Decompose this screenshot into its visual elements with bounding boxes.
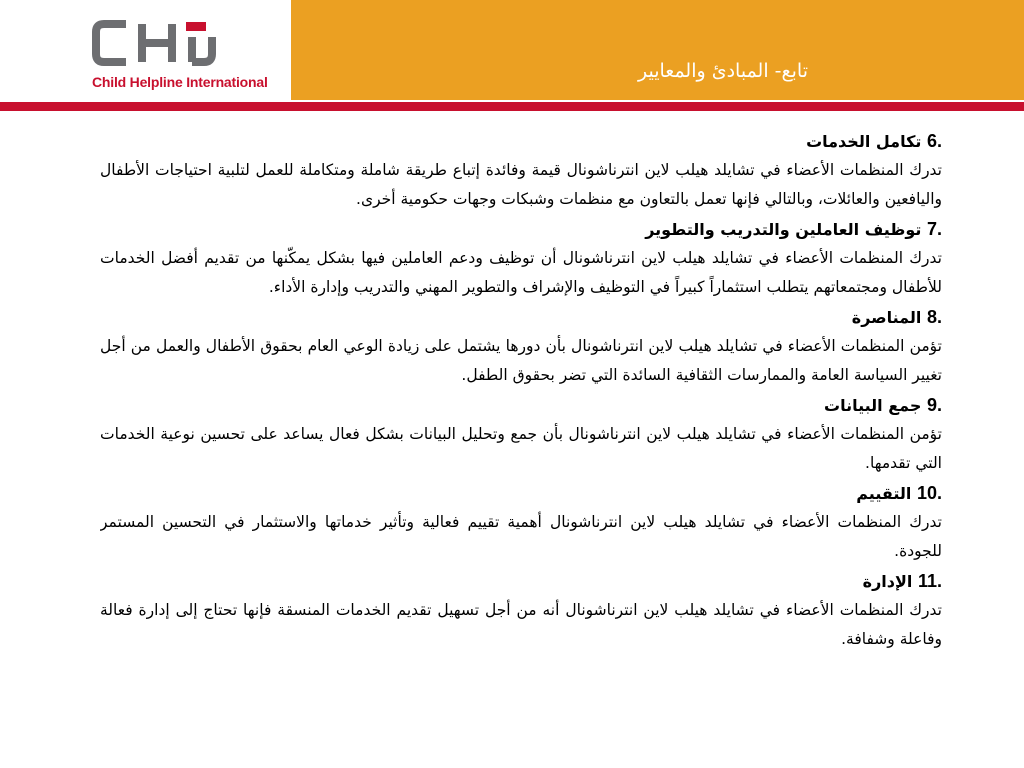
chi-logo-mark [92, 20, 222, 66]
header-orange-band [291, 0, 1024, 100]
principle-section [100, 302, 942, 390]
principle-body: تدرك المنظمات الأعضاء في تشايلد هيلب لاين انترناشونال قيمة وفائدة إتباع طريقة شاملة ومتكاملة للعمل لتلبية احتياجات الأطفال واليافعين والعائلات، وبالتالي فإنها تعمل بالتعاون مع منظمات وشبكات وجهات حكومية أخرى. [100, 161, 942, 208]
principle-heading [100, 214, 942, 244]
principle-heading [100, 390, 942, 420]
principle-number: 8. [926, 307, 942, 327]
principle-body: تؤمن المنظمات الأعضاء في تشايلد هيلب لاين انترناشونال بأن جمع وتحليل البيانات بشكل فعال يساعد على تحسين نوعية الخدمات التي تقدمها. [100, 425, 942, 472]
principle-title: توظيف العاملين والتدريب والتطوير [645, 220, 922, 239]
principle-heading [100, 566, 942, 596]
principle-body: تدرك المنظمات الأعضاء في تشايلد هيلب لاين انترناشونال أنه من أجل تسهيل تقديم الخدمات المنسقة فإنها تحتاج إلى إدارة فعالة وفاعلة وشفافة. [100, 601, 942, 648]
principle-number: 6. [926, 131, 942, 151]
principle-section [100, 214, 942, 302]
logo-org-name: Child Helpline International [92, 74, 268, 90]
principle-section [100, 478, 942, 566]
header-divider [0, 102, 1024, 111]
principle-title: جمع البيانات [823, 396, 922, 415]
principle-number: 9. [926, 395, 942, 415]
principle-section [100, 566, 942, 654]
principle-section [100, 390, 942, 478]
slide-header [0, 0, 1024, 100]
principle-body: تدرك المنظمات الأعضاء في تشايلد هيلب لاين انترناشونال أهمية تقييم فعالية وتأثير خدماتها والاستثمار في التحسين المستمر للجودة. [100, 513, 942, 560]
principle-number: 7. [926, 219, 942, 239]
principle-body: تدرك المنظمات الأعضاء في تشايلد هيلب لاين انترناشونال أن توظيف ودعم العاملين فيها بشكل يمكّنها من تقديم أفضل الخدمات للأطفال ومجتمعاتهم يتطلب استثماراً كبيراً في التوظيف والإشراف والتطوير المهني والتدريب وإدارة الأداء. [100, 249, 942, 296]
principle-title: المناصرة [851, 308, 922, 327]
principle-heading [100, 302, 942, 332]
principle-title: التقييم [856, 484, 912, 503]
principle-number: 11. [917, 571, 942, 591]
principle-body: تؤمن المنظمات الأعضاء في تشايلد هيلب لاين انترناشونال بأن دورها يشتمل على زيادة الوعي العام بحقوق الأطفال والعمل من أجل تغيير السياسة العامة والممارسات الثقافية السائدة التي تضر بحقوق الطفل. [100, 337, 942, 384]
principle-number: 10. [916, 483, 942, 503]
logo-area [0, 0, 291, 100]
principle-heading [100, 478, 942, 508]
principle-title: تكامل الخدمات [806, 132, 922, 151]
slide-title: تابع- المبادئ والمعايير [637, 60, 808, 82]
principle-section [100, 126, 942, 214]
principle-title: الإدارة [862, 572, 913, 591]
principle-heading [100, 126, 942, 156]
principles-list [100, 126, 942, 766]
